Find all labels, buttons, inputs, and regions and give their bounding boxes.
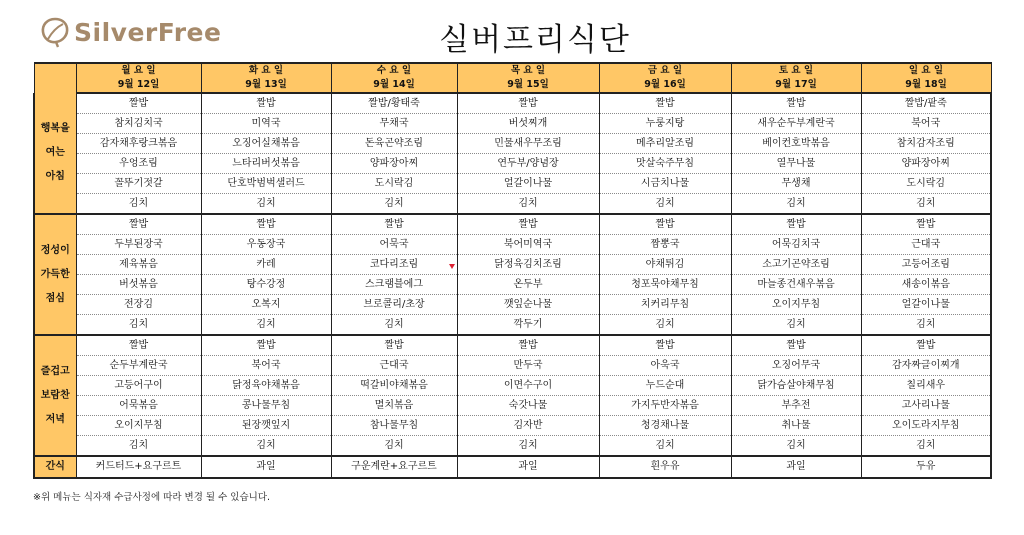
menu-cell: 베이컨호박볶음 <box>731 134 861 154</box>
menu-row <box>34 114 991 134</box>
menu-cell: 짤밥 <box>861 214 991 235</box>
menu-cell: 아욱국 <box>599 356 731 376</box>
menu-cell: 숙갓나물 <box>457 396 599 416</box>
menu-cell: 야채튀김 <box>599 255 731 275</box>
menu-cell: 짤밥 <box>201 214 331 235</box>
menu-row <box>34 335 991 356</box>
menu-cell: 근대국 <box>331 356 457 376</box>
menu-cell: 새우순두부계란국 <box>731 114 861 134</box>
menu-cell: 김자반 <box>457 416 599 436</box>
date-header: 9월 17일 <box>731 78 861 93</box>
menu-cell: 청경채나물 <box>599 416 731 436</box>
menu-cell: 김치 <box>457 436 599 457</box>
menu-cell: 북어국 <box>861 114 991 134</box>
menu-cell: 열무나물 <box>731 154 861 174</box>
menu-cell: 누룽지탕 <box>599 114 731 134</box>
day-header: 토 요 일 <box>731 63 861 78</box>
menu-cell: 스크램블에그 <box>331 275 457 295</box>
menu-cell: 북어미역국 <box>457 235 599 255</box>
menu-cell: 제육볶음 <box>76 255 201 275</box>
day-header: 금 요 일 <box>599 63 731 78</box>
menu-cell: 가지두반자볶음 <box>599 396 731 416</box>
meal-section-label-line: 점심 <box>45 292 65 304</box>
menu-cell: 단호박범벅샐러드 <box>201 174 331 194</box>
logo-text: SilverFree <box>74 17 222 47</box>
menu-cell: 짤밥 <box>731 93 861 114</box>
day-header: 목 요 일 <box>457 63 599 78</box>
menu-cell: 브로콜리/초장 <box>331 295 457 315</box>
menu-cell: 깍두기 <box>457 315 599 336</box>
menu-cell: 김치 <box>599 315 731 336</box>
menu-cell: 청포묵야채무침 <box>599 275 731 295</box>
menu-cell: 짤밥 <box>457 335 599 356</box>
menu-cell: 만두국 <box>457 356 599 376</box>
menu-cell: 우동장국 <box>201 235 331 255</box>
menu-cell: 짤밥 <box>731 335 861 356</box>
menu-cell: 북어국 <box>201 356 331 376</box>
menu-row <box>34 295 991 315</box>
menu-cell: 우엉조림 <box>76 154 201 174</box>
menu-cell: 짤밥 <box>861 335 991 356</box>
snack-cell: 과일 <box>201 456 331 478</box>
menu-cell: 버섯볶음 <box>76 275 201 295</box>
menu-cell: 무생채 <box>731 174 861 194</box>
menu-cell: 김치 <box>599 194 731 215</box>
menu-cell: 짤밥/황태죽 <box>331 93 457 114</box>
menu-row <box>34 376 991 396</box>
menu-cell: 오징어무국 <box>731 356 861 376</box>
snack-label: 간식 <box>34 456 76 478</box>
menu-cell: 오이지무침 <box>731 295 861 315</box>
menu-cell: 짤밥 <box>76 93 201 114</box>
day-header: 일 요 일 <box>861 63 991 78</box>
menu-cell: 꼴뚜기젓갈 <box>76 174 201 194</box>
menu-row <box>34 396 991 416</box>
menu-cell: 김치 <box>201 194 331 215</box>
meal-section-label-line: 즐겁고 <box>40 365 70 377</box>
menu-cell: 짤밥 <box>599 93 731 114</box>
menu-cell: 이면수구이 <box>457 376 599 396</box>
meal-section-label-line: 보람찬 <box>40 389 70 401</box>
menu-cell: 김치 <box>331 194 457 215</box>
menu-cell: 오이지무침 <box>76 416 201 436</box>
day-header: 수 요 일 <box>331 63 457 78</box>
menu-cell: 김치 <box>599 436 731 457</box>
meal-section-label-line: 행복을 <box>40 123 70 134</box>
menu-cell: 도시락김 <box>331 174 457 194</box>
day-header: 월 요 일 <box>76 63 201 78</box>
menu-cell: 참치김치국 <box>76 114 201 134</box>
menu-cell: 양파장아찌 <box>331 154 457 174</box>
date-header: 9월 15일 <box>457 78 599 93</box>
date-header: 9월 16일 <box>599 78 731 93</box>
menu-cell: 느타리버섯볶음 <box>201 154 331 174</box>
menu-cell: 짤밥 <box>599 214 731 235</box>
page-title: 실버프리식단 <box>439 22 631 58</box>
meal-section-label <box>34 214 76 335</box>
menu-cell: 짤밥 <box>457 214 599 235</box>
date-header: 9월 13일 <box>201 78 331 93</box>
menu-cell: 새송이볶음 <box>861 275 991 295</box>
menu-cell: 김치 <box>331 436 457 457</box>
menu-cell: 김치 <box>331 315 457 336</box>
menu-cell: 짤밥 <box>457 93 599 114</box>
menu-cell: 고등어구이 <box>76 376 201 396</box>
menu-row <box>34 235 991 255</box>
menu-cell: 깻잎순나물 <box>457 295 599 315</box>
menu-cell: 닭가슴살야채무침 <box>731 376 861 396</box>
menu-cell: 김치 <box>201 315 331 336</box>
menu-row <box>34 315 991 336</box>
snack-cell: 과일 <box>457 456 599 478</box>
menu-row <box>34 214 991 235</box>
menu-cell: 멸치볶음 <box>331 396 457 416</box>
menu-row <box>34 93 991 114</box>
menu-cell: 얼갈이나물 <box>861 295 991 315</box>
menu-row <box>34 174 991 194</box>
menu-row <box>34 275 991 295</box>
menu-cell: 김치 <box>731 436 861 457</box>
menu-cell: 짤밥/팥죽 <box>861 93 991 114</box>
menu-cell: 짤밥 <box>76 214 201 235</box>
meal-section-label-line: 가득한 <box>40 268 70 280</box>
menu-cell: 치커리무침 <box>599 295 731 315</box>
menu-cell: 감자짜글이찌개 <box>861 356 991 376</box>
snack-cell: 과일 <box>731 456 861 478</box>
menu-cell: 김치 <box>457 194 599 215</box>
meal-section-label-line: 여는 <box>45 147 65 158</box>
menu-cell: 짤밥 <box>201 335 331 356</box>
menu-cell: 전장김 <box>76 295 201 315</box>
date-header: 9월 14일 <box>331 78 457 93</box>
menu-cell: 짬뽕국 <box>599 235 731 255</box>
menu-row <box>34 154 991 174</box>
menu-cell: 누드순대 <box>599 376 731 396</box>
menu-row <box>34 436 991 457</box>
menu-cell: 참나물무침 <box>331 416 457 436</box>
menu-cell: 된장깻잎지 <box>201 416 331 436</box>
menu-cell: 짤밥 <box>201 93 331 114</box>
menu-cell: 떡갈비야채볶음 <box>331 376 457 396</box>
menu-row <box>34 255 991 275</box>
menu-cell: 메추리알조림 <box>599 134 731 154</box>
menu-cell: 김치 <box>861 194 991 215</box>
menu-cell: 양파장아찌 <box>861 154 991 174</box>
snack-cell: 두유 <box>861 456 991 478</box>
menu-cell: 어묵볶음 <box>76 396 201 416</box>
menu-cell: 근대국 <box>861 235 991 255</box>
menu-cell: 김치 <box>731 194 861 215</box>
menu-cell: 짤밥 <box>731 214 861 235</box>
menu-cell: 맛살숙주무침 <box>599 154 731 174</box>
date-header: 9월 18일 <box>861 78 991 93</box>
menu-cell: 오징어실채볶음 <box>201 134 331 154</box>
snack-row <box>34 456 991 478</box>
menu-row <box>34 194 991 215</box>
day-header: 화 요 일 <box>201 63 331 78</box>
menu-row <box>34 356 991 376</box>
menu-cell: 김치 <box>861 436 991 457</box>
menu-cell: 고사리나물 <box>861 396 991 416</box>
menu-cell: 짤밥 <box>331 335 457 356</box>
menu-cell: 김치 <box>76 194 201 215</box>
menu-cell: 얼갈이나물 <box>457 174 599 194</box>
menu-cell: 마늘종건새우볶음 <box>731 275 861 295</box>
menu-cell: 시금치나물 <box>599 174 731 194</box>
header-date-row <box>34 78 991 93</box>
meal-table <box>33 62 992 479</box>
menu-cell: 도시락김 <box>861 174 991 194</box>
menu-cell: 김치 <box>76 436 201 457</box>
red-marker-icon <box>449 264 455 269</box>
menu-cell: 짤밥 <box>599 335 731 356</box>
menu-cell: 김치 <box>201 436 331 457</box>
menu-cell: 닭정육야채볶음 <box>201 376 331 396</box>
menu-cell: 탕수강정 <box>201 275 331 295</box>
menu-cell: 어묵국 <box>331 235 457 255</box>
menu-cell: 카레 <box>201 255 331 275</box>
menu-cell: 돈육곤약조림 <box>331 134 457 154</box>
menu-cell: 코다리조림 <box>331 255 457 275</box>
menu-cell: 김치 <box>861 315 991 336</box>
menu-cell: 고등어조림 <box>861 255 991 275</box>
snack-cell: 커드터드+요구르트 <box>76 456 201 478</box>
menu-cell: 부추전 <box>731 396 861 416</box>
menu-cell: 참치감자조림 <box>861 134 991 154</box>
menu-cell: 미역국 <box>201 114 331 134</box>
meal-section-label-line: 아침 <box>45 171 65 182</box>
meal-section-label <box>34 93 76 214</box>
menu-cell: 짤밥 <box>76 335 201 356</box>
menu-cell: 김치 <box>731 315 861 336</box>
meal-section-label <box>34 335 76 456</box>
header-corner <box>34 63 76 93</box>
snack-cell: 구운계란+요구르트 <box>331 456 457 478</box>
menu-cell: 순두부계란국 <box>76 356 201 376</box>
meal-section-label-line: 정성이 <box>40 244 70 256</box>
menu-cell: 취나물 <box>731 416 861 436</box>
menu-cell: 짤밥 <box>331 214 457 235</box>
menu-cell: 온두부 <box>457 275 599 295</box>
meal-section-label-line: 저녁 <box>45 413 65 425</box>
menu-cell: 두부된장국 <box>76 235 201 255</box>
menu-cell: 콩나물무침 <box>201 396 331 416</box>
menu-cell: 소고기곤약조림 <box>731 255 861 275</box>
menu-cell: 버섯찌개 <box>457 114 599 134</box>
header-day-row <box>34 63 991 78</box>
menu-cell: 어묵김치국 <box>731 235 861 255</box>
snack-cell: 흰우유 <box>599 456 731 478</box>
footnote: ※위 메뉴는 식자재 수급사정에 따라 변경 될 수 있습니다. <box>33 492 271 503</box>
menu-cell: 닭정육김치조림 <box>457 255 599 275</box>
menu-cell: 오복지 <box>201 295 331 315</box>
menu-cell: 감자채후랑크볶음 <box>76 134 201 154</box>
date-header: 9월 12일 <box>76 78 201 93</box>
menu-cell: 김치 <box>76 315 201 336</box>
menu-row <box>34 134 991 154</box>
menu-cell: 오이도라지무침 <box>861 416 991 436</box>
menu-row <box>34 416 991 436</box>
menu-cell: 민물새우무조림 <box>457 134 599 154</box>
menu-cell: 연두부/양념장 <box>457 154 599 174</box>
menu-cell: 무채국 <box>331 114 457 134</box>
menu-cell: 칠리새우 <box>861 376 991 396</box>
